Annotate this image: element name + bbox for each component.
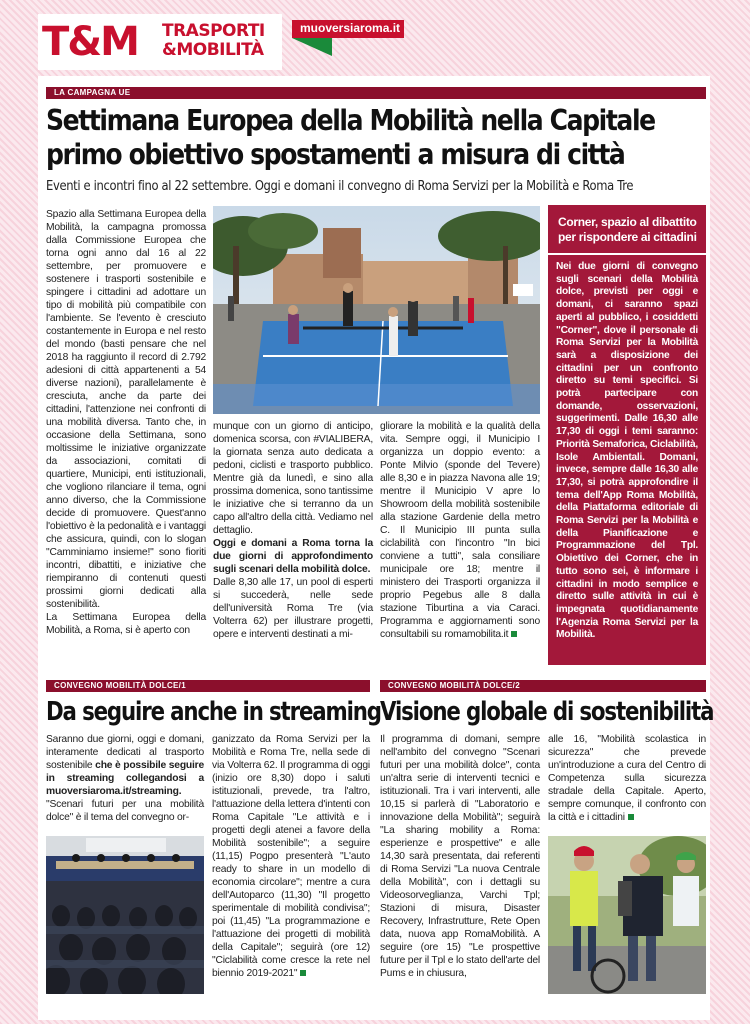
main-col2-p2: Dalle 8,30 alle 17, un pool di esperti si succederà, nelle sede dell'università Roma Tre (via Volterra 62) per illustrare progetti, opere e interventi destinati a mi- — [213, 577, 373, 640]
logo — [38, 14, 282, 70]
article2-col1-a: Saranno due giorni, oggi e domani, interamente dedicati al trasporto sostenibile — [46, 734, 204, 771]
category-bar: LA CAMPAGNA UE — [46, 87, 706, 99]
site-tag: muoversiaroma.it — [292, 20, 404, 38]
main-col1-p2: La Settimana Europea della Mobilità, a Roma, si è aperto con — [46, 612, 206, 636]
article3-col2-text: alle 16, "Mobilità scolastica in sicurezza" che prevede un'introduzione a cura del Centro di Competenza sulla sicurezza stradale della Capitale. Aperto, sempre comunque, il confronto con la città e i cittadini — [548, 734, 706, 823]
article3-col1-text: Il programma di domani, sempre nell'ambito del convegno "Scenari futuri per una mobilità dolce", conta un'altra serie di interventi tecnici e istituzionali. Tra i vari interventi, alle 10,15 si parlerà di "Laboratorio e innovazione della Mobilità"; seguirà "La sharing mobility a Roma: esperienze e prospettive" e alle 14,30 sarà presentata, dai referenti di Roma Servizi "La nuova Centrale della Mobilità", con i dettagli su Videosorveglianza, Varchi Tpl; Stazioni di misura, Disaster Recovery, Infrastrutture, Rete Open data, nuova app RomaMobilità. A seguire (ore 15) "Le prospettive future per il Tpl e lo stato dell'arte del Pums e in chiusura, — [380, 734, 540, 979]
logo-words — [162, 22, 265, 60]
main-column-1 — [46, 208, 206, 637]
main-col2-bold: Oggi e domani a Roma torna la due giorni di approfondimento sugli scenari della mobilità dolce. — [213, 538, 373, 575]
subhead: Eventi e incontri fino al 22 settembre. Oggi e domani il convegno di Roma Servizi per la Mobilità e Roma Tre — [46, 178, 634, 194]
category-bar-3: CONVEGNO MOBILITÀ DOLCE/2 — [380, 680, 706, 692]
headline-line1: Settimana Europea della Mobilità nella Capitale — [46, 104, 655, 137]
padel-court-image — [213, 206, 540, 414]
article2-column-2 — [212, 733, 370, 980]
headline-line2: primo obiettivo spostamenti a misura di città — [46, 138, 625, 171]
article3-column-1 — [380, 733, 540, 980]
article3-headline: Visione globale di sostenibilità — [380, 697, 714, 727]
logo-mark: T&M — [42, 19, 138, 65]
main-col3-text: gliorare la mobilità e la qualità della vita. Sempre oggi, il Municipio I organizza un doppio evento: a Ponte Milvio (sponde del Tevere) alle 8,30 e in piazza Navona alle 19; mentre il Municipio V apre lo Showroom della mobilità sostenibile alla stazione Gardenie della metro C. Il Municipio III punta sulla ciclabilità con l'incontro "In bici conviene a tutti", sala consiliare municipale ore 18; mentre il ministero dei Trasporti organizza il proprio Pegebus alle 8 dalla stazione Tiburtina a via Caraci. Programma e aggiornamenti sono consultabili su romamobilita.it — [380, 421, 540, 640]
end-square-icon — [300, 970, 306, 976]
conference-photo — [46, 836, 204, 994]
cyclists-image — [548, 836, 706, 994]
main-column-3 — [380, 420, 540, 641]
main-col1-p1: Spazio alla Settimana Europea della Mobilità, la campagna promossa dalla Commissione Europea che torna ogni anno dal 16 al 22 settembre, per promuovere e sostenere i trasporti sostenibile e spingere i cittadini ad adottare un tipo di mobilità più compatibile con l'ambiente. Se l'evento è cresciuto costantemente in Europa e nel resto del mondo (basti pensare che nel 2018 ha raggiunto il record di 2.792 adesioni di città appartenenti a 54 diverse nazioni), parallelamente è cresciuta, anche da parte dei cittadini, l'attenzione nei confronti di una mobilità diversa. Tanto che, in occasione della Settimana, sono moltissime le iniziative organizzate da associazioni, comitati di quartiere, Municipi, enti istituzionali, che vogliono rilanciare il tema, ogni anno diverso, che la Commissione decide di promuovere. Quest'anno l'obiettivo è la pedonalità e i vantaggi che assicura, quindi, con lo slogan "Camminiamo insieme!" sono fioriti incontri, dibattiti, e iniziative che riempiranno di contenuti questi prossimi giorni dedicati alla sostenibilità. — [46, 209, 206, 610]
article2-headline: Da seguire anche in streaming — [46, 697, 381, 727]
masthead — [38, 14, 710, 74]
site-tag-triangle — [292, 38, 332, 56]
article2-column-1 — [46, 733, 204, 824]
article2-col2-text: ganizzato da Roma Servizi per la Mobilità e Roma Tre, nella sede di via Volterra 62. Il programma di oggi (inizio ore 8,30) dopo i saluti istituzionali, prevede, tra l'altro, l'attuazione della lettera d'intenti con Roma Capitale "Le attività e i progetti degli atenei a favore della Mobilità sostenibile"; a seguire (11,15) Pogpo presenterà "L'auto ready to share in un modello di economia circolare"; mentre a cura dell'Autoparco (11,30) "Il progetto sperimentale di mobilità condivisa"; poi (11,45) "La programmazione e l'attuazione dei progetti di mobilità della Capitale"; seguirà (ore 12) "Ciclabilità come cresce la rete nel biennio 2019-2021" — [212, 734, 371, 979]
main-col2-p1: munque con un giorno di anticipo, domenica scorsa, con #VIALIBERA, la giornata senza auto dedicata a pedoni, ciclisti e trasporto pubblico. Mentre già da lunedì, e sino alla prossima domenica, sono tantissime le iniziative che si terranno da un capo all'altro della città. Vediamo nel dettaglio. — [213, 421, 373, 536]
corner-sidebox — [548, 205, 706, 665]
sidebox-title: Corner, spazio al dibattito per rispondere ai cittadini — [548, 205, 706, 255]
main-photo — [213, 206, 540, 414]
end-square-icon — [511, 631, 517, 637]
sidebox-body: Nei due giorni di convegno sugli scenari della Mobilità dolce, previsti per oggi e domani, ci saranno spazi aperti al pubblico, i cosiddetti "Corner", dove il personale di Roma Servizi per la Mobilità sarà a disposizione dei cittadini per un confronto diretto su temi specifici. Si potrà partecipare con domande, osservazioni, suggerimenti. Dalle 16,30 alle 17,30 di oggi i temi saranno: Priorità Semaforica, Ciclabilità, Isole Ambientali. Domani, invece, sempre dalle 16,30 alle 17,30, si potrà approfondire il tema dell'App Roma Mobilità, della Piattaforma editoriale di Roma Servizi per la Mobilità e della Pianificazione e Programmazione del Tpl. Obiettivo dei Corner, che in tutto sono sei, è informare i cittadini in modo semplice e diretto sulle attività in cui è impegnata quotidianamente l'Agenzia Roma Servizi per la Mobilità. — [556, 261, 698, 641]
logo-line1: TRASPORTI — [162, 21, 265, 41]
main-headline — [46, 104, 655, 172]
article3-column-2 — [548, 733, 706, 824]
end-square-icon — [628, 814, 634, 820]
conference-room-image — [46, 836, 204, 994]
main-column-2 — [213, 420, 373, 641]
logo-line2: &MOBILITÀ — [162, 40, 264, 60]
category-bar-2: CONVEGNO MOBILITÀ DOLCE/1 — [46, 680, 370, 692]
article2-col1-bold: che è possibile seguire in streaming collegandosi a muoversiaroma.it/streaming. — [46, 760, 204, 797]
cyclists-photo — [548, 836, 706, 994]
article2-col1-b: "Scenari futuri per una mobilità dolce" è il tema del convegno or- — [46, 799, 204, 823]
